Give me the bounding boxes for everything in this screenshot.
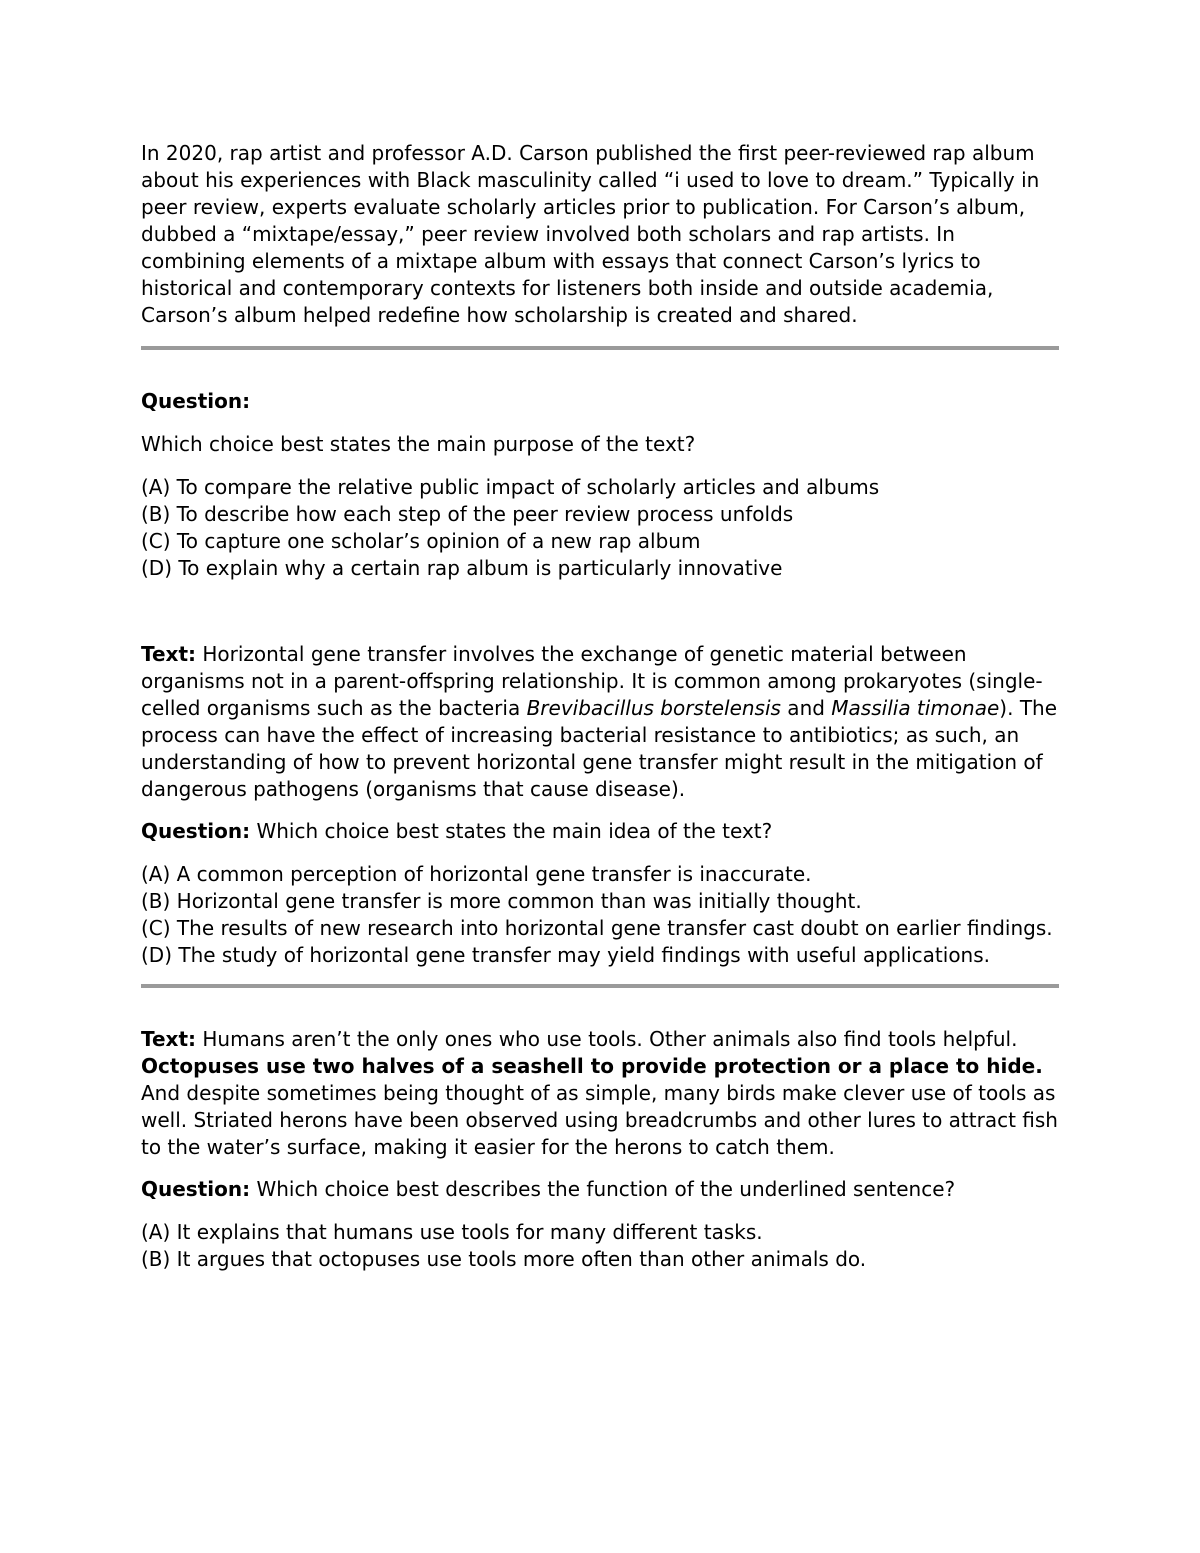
question-1-label: Question: — [141, 389, 251, 413]
question-1-choices — [141, 474, 1063, 582]
passage-3 — [141, 1026, 1063, 1161]
divider-2 — [141, 984, 1059, 988]
choice-3a: (A) It explains that humans use tools for many different tasks. — [141, 1220, 763, 1244]
choice-2d: (D) The study of horizontal gene transfer may yield findings with useful applications. — [141, 943, 991, 967]
question-2-prompt: Which choice best states the main idea of the text? — [250, 819, 773, 843]
passage-2-label: Text: — [141, 642, 197, 666]
passage-3-label: Text: — [141, 1027, 197, 1051]
passage-2-text-c: ). The process can have the effect of increasing bacterial resistance to antibiotics; as such, an understanding of how to prevent horizontal gene transfer might result in the mitigation of dangerous pathogens (organisms that cause disease). — [141, 696, 1058, 801]
choice-3b: (B) It argues that octopuses use tools more often than other animals do. — [141, 1247, 867, 1271]
passage-3-bold-sentence: Octopuses use two halves of a seashell to provide protection or a place to hide. — [141, 1054, 1043, 1078]
choice-2b: (B) Horizontal gene transfer is more common than was initially thought. — [141, 889, 862, 913]
passage-1: In 2020, rap artist and professor A.D. Carson published the first peer-reviewed rap album about his experiences with Black masculinity called “i used to love to dream.” Typically in peer review, experts evaluate scholarly articles prior to publication. For Carson’s album, dubbed a “mixtape/essay,” peer review involved both scholars and rap artists. In combining elements of a mixtape album with essays that connect Carson’s lyrics to historical and contemporary contexts for listeners both inside and outside academia, Carson’s album helped redefine how scholarship is created and shared. — [141, 141, 1040, 327]
choice-2a: (A) A common perception of horizontal gene transfer is inaccurate. — [141, 862, 812, 886]
question-3-label: Question: — [141, 1177, 251, 1201]
choice-1d: (D) To explain why a certain rap album is particularly innovative — [141, 556, 783, 580]
passage-2-italic-2: Massilia timonae — [831, 696, 1000, 720]
choice-1b: (B) To describe how each step of the peer review process unfolds — [141, 502, 794, 526]
question-1-prompt: Which choice best states the main purpose of the text? — [141, 432, 696, 456]
question-2-label: Question: — [141, 819, 251, 843]
passage-2 — [141, 641, 1063, 803]
choice-1c: (C) To capture one scholar’s opinion of a new rap album — [141, 529, 701, 553]
passage-3-text-b: And despite sometimes being thought of as simple, many birds make clever use of tools as well. Striated herons have been observed using breadcrumbs and other lures to attract fish to the water’s surface, making it easier for the herons to catch them. — [141, 1081, 1058, 1159]
passage-2-text-b: and — [780, 696, 832, 720]
passage-2-italic-1: Brevibacillus borstelensis — [526, 696, 781, 720]
choice-1a: (A) To compare the relative public impact of scholarly articles and albums — [141, 475, 880, 499]
question-3-choices — [141, 1219, 1063, 1273]
question-2 — [141, 818, 1063, 845]
question-3-prompt: Which choice best describes the function of the underlined sentence? — [250, 1177, 956, 1201]
divider-1 — [141, 346, 1059, 350]
passage-2-text-a: Horizontal gene transfer involves the exchange of genetic material between organisms not in a parent-offspring relationship. It is common among prokaryotes (single-celled organisms such as the bacteria — [141, 642, 1043, 720]
passage-3-text-a: Humans aren’t the only ones who use tools. Other animals also find tools helpful. — [196, 1027, 1018, 1051]
question-3 — [141, 1176, 1063, 1203]
question-2-choices — [141, 861, 1063, 969]
choice-2c: (C) The results of new research into horizontal gene transfer cast doubt on earlier findings. — [141, 916, 1053, 940]
document-page — [141, 140, 1063, 1273]
